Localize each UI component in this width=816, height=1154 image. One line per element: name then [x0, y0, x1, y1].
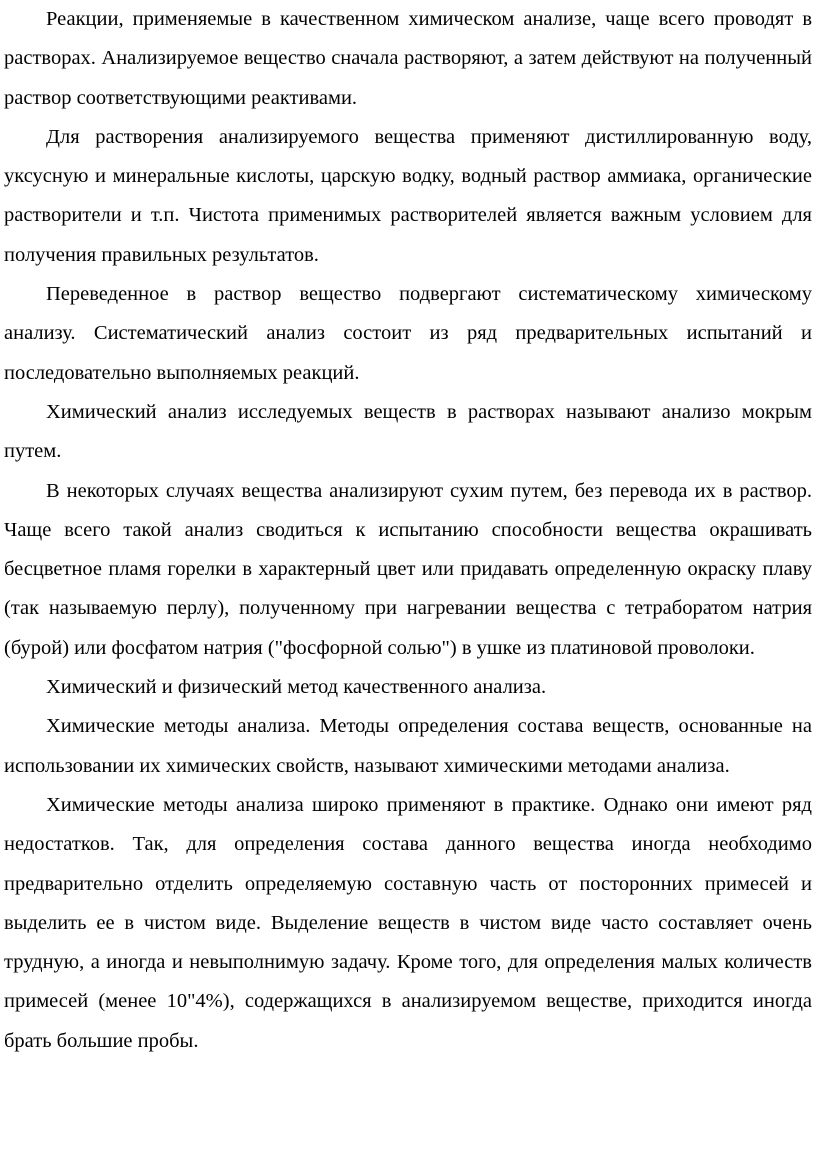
paragraph-solutions-reactions: Реакции, применяемые в качественном химическом анализе, чаще всего проводят в растворах. Анализируемое вещество сначала растворяют, а затем действуют на полученный раствор соответствующими реактивами. — [4, 8, 812, 109]
paragraph-solvents: Для растворения анализируемого вещества применяют дистиллированную воду, уксусную и минеральные кислоты, царскую водку, водный раствор аммиака, органические растворители и т.п. Чистота применимых растворителей является важным условием для получения правильных результатов. — [4, 125, 812, 266]
paragraph-chemical-methods: Химические методы анализа. Методы определения состава веществ, основанные на использовании их химических свойств, называют химическими методами анализа. — [4, 715, 812, 777]
paragraph-wet-analysis: Химический анализ исследуемых веществ в растворах называют анализо мокрым путем. — [4, 400, 812, 463]
paragraph-systematic-analysis: Переведенное в раствор вещество подвергают систематическому химическому анализу. Систематический анализ состоит из ряд предварительных испытаний и последовательно выполняемых реакций. — [4, 283, 812, 384]
paragraph-dry-analysis: В некоторых случаях вещества анализируют сухим путем, без перевода их в раствор. Чаще всего такой анализ сводиться к испытанию способности вещества окрашивать бесцветное пламя горелки в характерный цвет или придавать определенную окраску плаву (так называемую перлу), полученному при нагревании вещества с тетраборатом натрия (бурой) или фосфатом натрия ("фосфорной солью") в ушке из платиновой проволоки. — [4, 479, 812, 659]
paragraph-method-drawbacks: Химические методы анализа широко применяют в практике. Однако они имеют ряд недостатков. Так, для определения состава данного вещества иногда необходимо предварительно отделить определяемую составную часть от посторонних примесей и выделить ее в чистом виде. Выделение веществ в чистом виде часто составляет очень трудную, а иногда и невыполнимую задачу. Кроме того, для определения малых количеств примесей (менее 10"4%), содержащихся в анализируемом веществе, приходится иногда брать большие пробы. — [4, 793, 812, 1052]
paragraph-methods-heading: Химический и физический метод качественного анализа. — [46, 676, 547, 699]
